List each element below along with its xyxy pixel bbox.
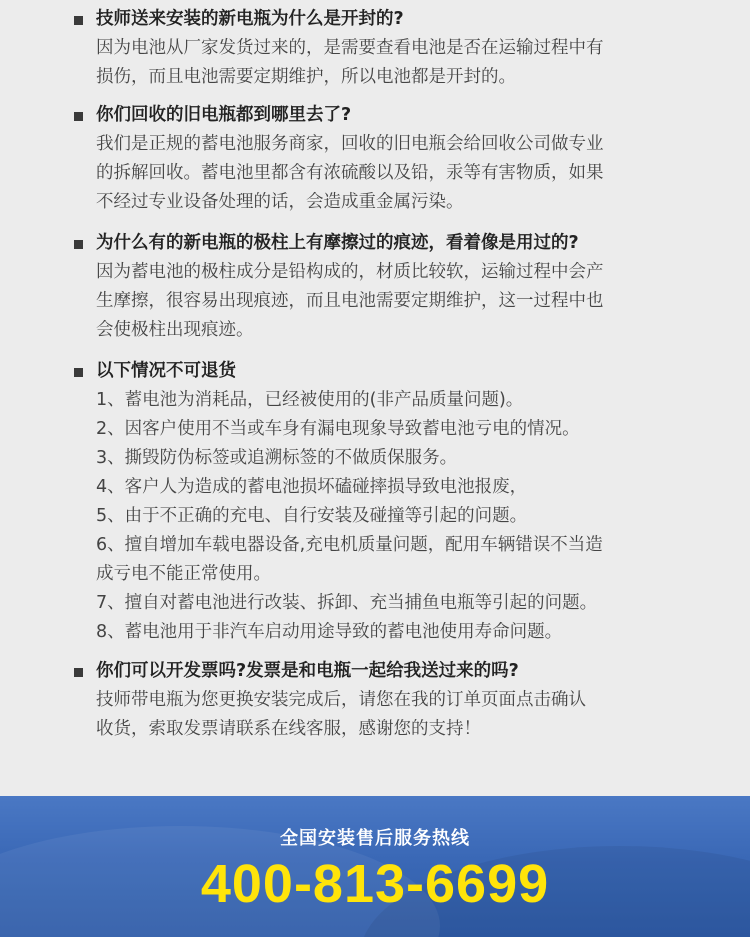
faq-question: 你们可以开发票吗?发票是和电瓶一起给我送过来的吗? xyxy=(96,661,519,681)
list-item: 2、因客户使用不当或车身有漏电现象导致蓄电池亏电的情况。 xyxy=(96,419,580,439)
no-return-conditions xyxy=(0,356,750,647)
answer-line: 收货，索取发票请联系在线客服，感谢您的支持！ xyxy=(96,719,481,739)
answer-line: 技师带电瓶为您更换安装完成后，请您在我的订单页面点击确认 xyxy=(96,690,586,710)
hotline-number[interactable]: 400-813-6699 xyxy=(200,854,550,914)
answer-line: 的拆解回收。蓄电池里都含有浓硫酸以及铅，汞等有害物质，如果 xyxy=(96,163,604,183)
faq-answer xyxy=(0,686,750,744)
list-item: 3、撕毁防伪标签或追溯标签的不做质保服务。 xyxy=(96,448,458,468)
square-bullet-icon xyxy=(74,240,83,249)
faq-question: 技师送来安装的新电瓶为什么是开封的? xyxy=(96,9,404,29)
list-item: 4、客户人为造成的蓄电池损坏磕碰摔损导致电池报废， xyxy=(96,477,528,497)
answer-line: 会使极柱出现痕迹。 xyxy=(96,320,254,340)
faq-question: 你们回收的旧电瓶都到哪里去了? xyxy=(96,105,352,125)
answer-line: 不经过专业设备处理的话，会造成重金属污染。 xyxy=(96,192,464,212)
list-item: 5、由于不正确的充电、自行安装及碰撞等引起的问题。 xyxy=(96,506,528,526)
answer-line: 因为电池从厂家发货过来的，是需要查看电池是否在运输过程中有 xyxy=(96,38,604,58)
list-item: 6、擅自增加车载电器设备,充电机质量问题，配用车辆错误不当造 xyxy=(96,535,603,555)
square-bullet-icon xyxy=(74,16,83,25)
conditions-list xyxy=(0,386,750,647)
faq-item xyxy=(0,100,750,217)
faq-item xyxy=(0,228,750,345)
square-bullet-icon xyxy=(74,668,83,677)
answer-line: 损伤，而且电池需要定期维护，所以电池都是开封的。 xyxy=(96,67,516,87)
square-bullet-icon xyxy=(74,368,83,377)
list-item: 7、擅自对蓄电池进行改装、拆卸、充当捕鱼电瓶等引起的问题。 xyxy=(96,593,598,613)
faq-question: 为什么有的新电瓶的极柱上有摩擦过的痕迹，看着像是用过的? xyxy=(96,233,579,253)
faq-item xyxy=(0,4,750,92)
square-bullet-icon xyxy=(74,112,83,121)
faq-item xyxy=(0,656,750,744)
faq-answer xyxy=(0,258,750,345)
faq-answer xyxy=(0,130,750,217)
hotline-label: 全国安装售后服务热线 xyxy=(280,828,470,849)
answer-line: 我们是正规的蓄电池服务商家，回收的旧电瓶会给回收公司做专业 xyxy=(96,134,604,154)
list-item: 1、蓄电池为消耗品，已经被使用的(非产品质量问题)。 xyxy=(96,390,524,410)
list-item: 成亏电不能正常使用。 xyxy=(96,564,271,584)
answer-line: 生摩擦，很容易出现痕迹，而且电池需要定期维护，这一过程中也 xyxy=(96,291,604,311)
faq-answer xyxy=(0,34,750,92)
faq-question: 以下情况不可退货 xyxy=(96,361,236,381)
list-item: 8、蓄电池用于非汽车启动用途导致的蓄电池使用寿命问题。 xyxy=(96,622,563,642)
answer-line: 因为蓄电池的极柱成分是铅构成的，材质比较软，运输过程中会产 xyxy=(96,262,604,282)
hotline-banner xyxy=(0,796,750,937)
